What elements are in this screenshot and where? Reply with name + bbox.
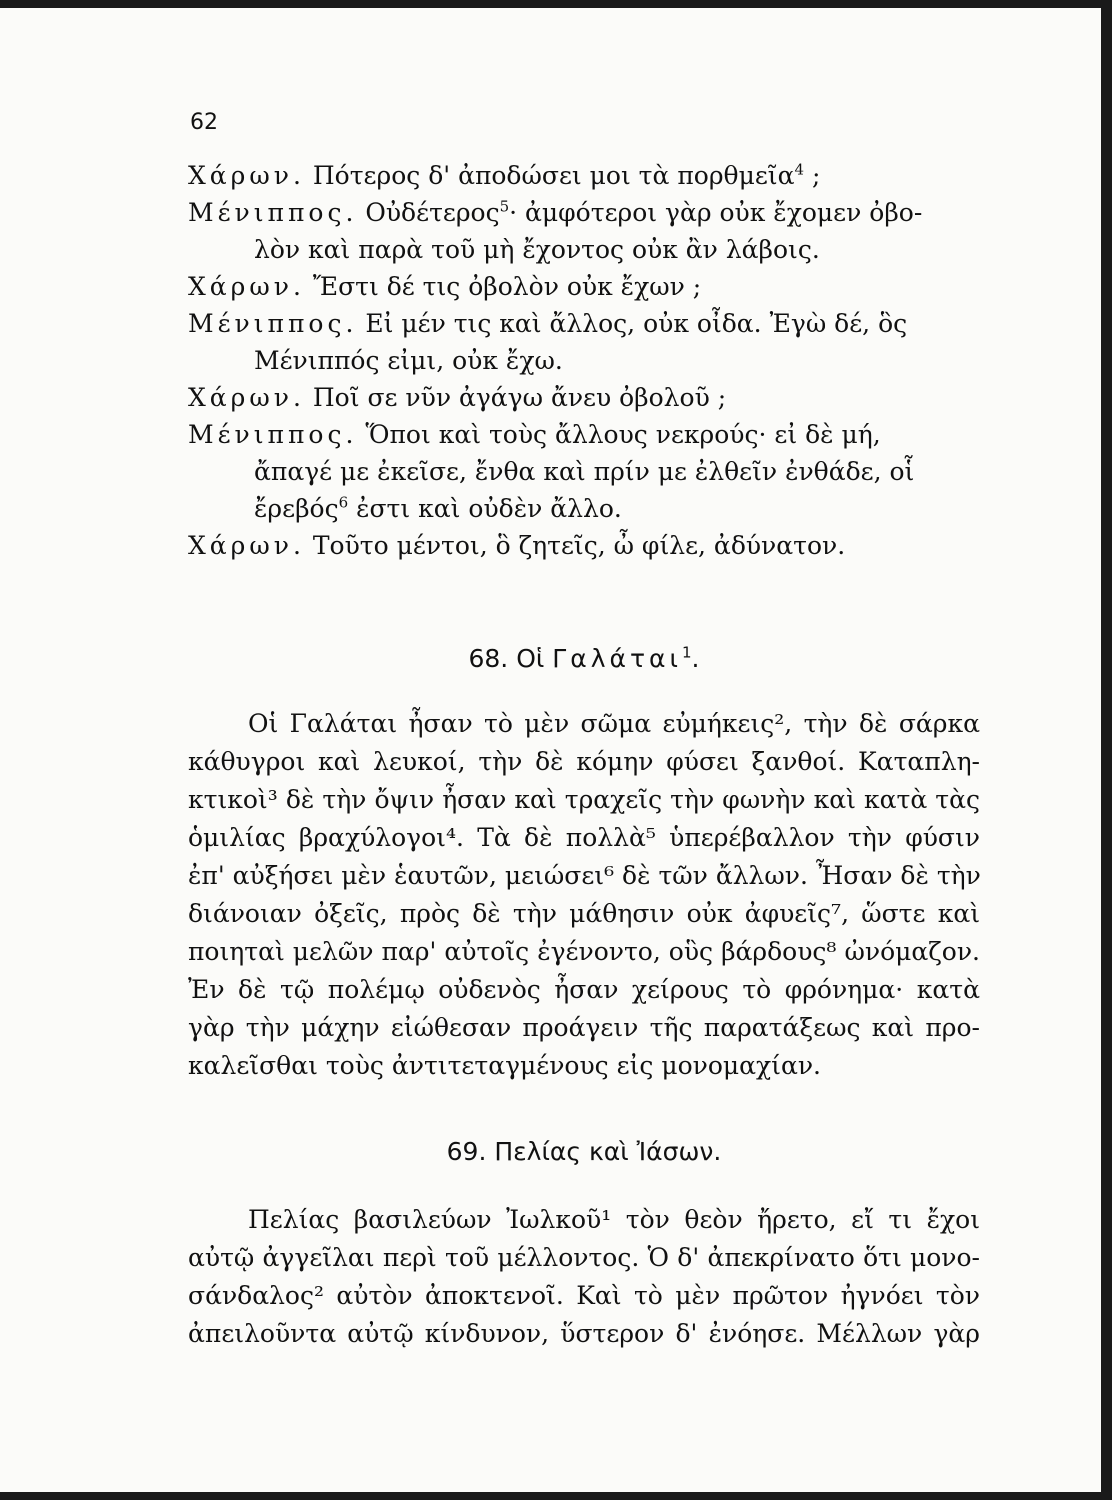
speaker: Χάρων.	[188, 161, 305, 190]
dialogue-text: Οὐδέτερος	[357, 198, 500, 227]
footnote-ref: 1	[681, 643, 692, 662]
speaker: Μένιππος.	[188, 198, 358, 227]
dialogue-text-end: ;	[804, 161, 821, 190]
speaker: Μένιππος.	[188, 309, 358, 338]
section-68-heading	[188, 641, 980, 677]
dialogue-line	[188, 417, 881, 453]
dialogue-text-end: ἐστι καὶ οὐδὲν ἄλλο.	[348, 494, 622, 523]
dialogue-line	[188, 269, 701, 305]
paragraph-line: κτικοὶ³ δὲ τὴν ὄψιν ἦσαν καὶ τραχεῖς τὴν φωνὴν καὶ κατὰ τὰς	[188, 785, 980, 814]
dialogue-continuation: ἄπαγέ με ἐκεῖσε, ἔνθα καὶ πρίν με ἐλθεῖν ἐνθάδε, οἷ	[254, 457, 915, 486]
page-number: 62	[190, 110, 218, 135]
paragraph-line: διάνοιαν ὀξεῖς, πρὸς δὲ τὴν μάθησιν οὐκ ἀφυεῖς⁷, ὥστε καὶ	[188, 899, 980, 928]
dialogue-text: Εἰ μέν τις καὶ ἄλλος, οὐκ οἶδα. Ἐγὼ δέ, ὃς	[357, 309, 908, 338]
section-69-heading: 69. Πελίας καὶ Ἰάσων.	[446, 1137, 722, 1166]
paragraph-line: καλεῖσθαι τοὺς ἀντιτεταγμένους εἰς μονομαχίαν.	[188, 1051, 821, 1080]
dialogue-continuation: λὸν καὶ παρὰ τοῦ μὴ ἔχοντος οὐκ ἂν λάβοις.	[254, 235, 820, 264]
dialogue-line	[188, 380, 726, 416]
paragraph-line: Οἱ Γαλάται ἦσαν τὸ μὲν σῶμα εὐμήκεις², τὴν δὲ σάρκα	[248, 709, 980, 738]
dialogue-text: Ἔστι δέ τις ὀβολὸν οὐκ ἔχων ;	[304, 272, 702, 301]
dialogue-line	[188, 528, 845, 564]
dialogue-line	[188, 195, 922, 231]
paragraph-line: αὐτῷ ἀγγεῖλαι περὶ τοῦ μέλλοντος. Ὁ δ' ἀπεκρίνατο ὅτι μονο-	[188, 1243, 980, 1272]
paragraph-line: κάθυγροι καὶ λευκοί, τὴν δὲ κόμην φύσει ξανθοί. Καταπλη-	[188, 747, 980, 776]
speaker: Μένιππος.	[188, 420, 358, 449]
section-title-word: Γαλάται	[552, 644, 682, 673]
paragraph-line: Ἐν δὲ τῷ πολέμῳ οὐδενὸς ἦσαν χείρους τὸ φρόνημα· κατὰ	[188, 975, 980, 1004]
speaker: Χάρων.	[188, 531, 305, 560]
paragraph-line: ποιηταὶ μελῶν παρ' αὐτοῖς ἐγένοντο, οὓς βάρδους⁸ ὠνόμαζον.	[188, 937, 980, 966]
dialogue-text-end: · ἀμφότεροι γὰρ οὐκ ἔχομεν ὀβο-	[509, 198, 923, 227]
dialogue-line	[188, 306, 907, 342]
dialogue-line	[188, 158, 820, 194]
paragraph-line: Πελίας βασιλεύων Ἰωλκοῦ¹ τὸν θεὸν ἤρετο, εἴ τι ἔχοι	[248, 1205, 980, 1234]
paragraph-line: ἐπ' αὐξήσει μὲν ἑαυτῶν, μειώσει⁶ δὲ τῶν ἄλλων. Ἦσαν δὲ τὴν	[188, 861, 981, 890]
speaker: Χάρων.	[188, 383, 305, 412]
paragraph-line: ἀπειλοῦντα αὐτῷ κίνδυνον, ὕστερον δ' ἐνόησε. Μέλλων γὰρ	[188, 1319, 980, 1348]
section-title-end: .	[691, 644, 700, 673]
dialogue-text: ἔρεβός	[254, 494, 339, 523]
book-page	[0, 8, 1101, 1492]
dialogue-text: Ποῖ σε νῦν ἀγάγω ἄνευ ὀβολοῦ ;	[304, 383, 727, 412]
footnote-ref: 6	[338, 493, 349, 512]
dialogue-text: Πότερος δ' ἀποδώσει μοι τὰ πορθμεῖα	[304, 161, 795, 190]
dialogue-continuation	[254, 491, 622, 527]
footnote-ref: 5	[499, 197, 510, 216]
footnote-ref: 4	[794, 160, 805, 179]
dialogue-text: Ὅποι καὶ τοὺς ἄλλους νεκρούς· εἰ δὲ μή,	[357, 420, 881, 449]
section-title-article: Οἱ	[508, 644, 553, 673]
paragraph-line: σάνδαλος² αὐτὸν ἀποκτενοῖ. Καὶ τὸ μὲν πρῶτον ἠγνόει τὸν	[188, 1281, 980, 1310]
dialogue-text: Τοῦτο μέντοι, ὃ ζητεῖς, ὦ φίλε, ἀδύνατον.	[304, 531, 846, 560]
section-number: 68.	[468, 644, 509, 673]
paragraph-line: ὁμιλίας βραχύλογοι⁴. Τὰ δὲ πολλὰ⁵ ὑπερέβαλλον τὴν φύσιν	[188, 823, 980, 852]
speaker: Χάρων.	[188, 272, 305, 301]
paragraph-line: γὰρ τὴν μάχην εἰώθεσαν προάγειν τῆς παρατάξεως καὶ προ-	[188, 1013, 980, 1042]
dialogue-continuation: Μένιππός εἰμι, οὐκ ἔχω.	[254, 346, 563, 375]
